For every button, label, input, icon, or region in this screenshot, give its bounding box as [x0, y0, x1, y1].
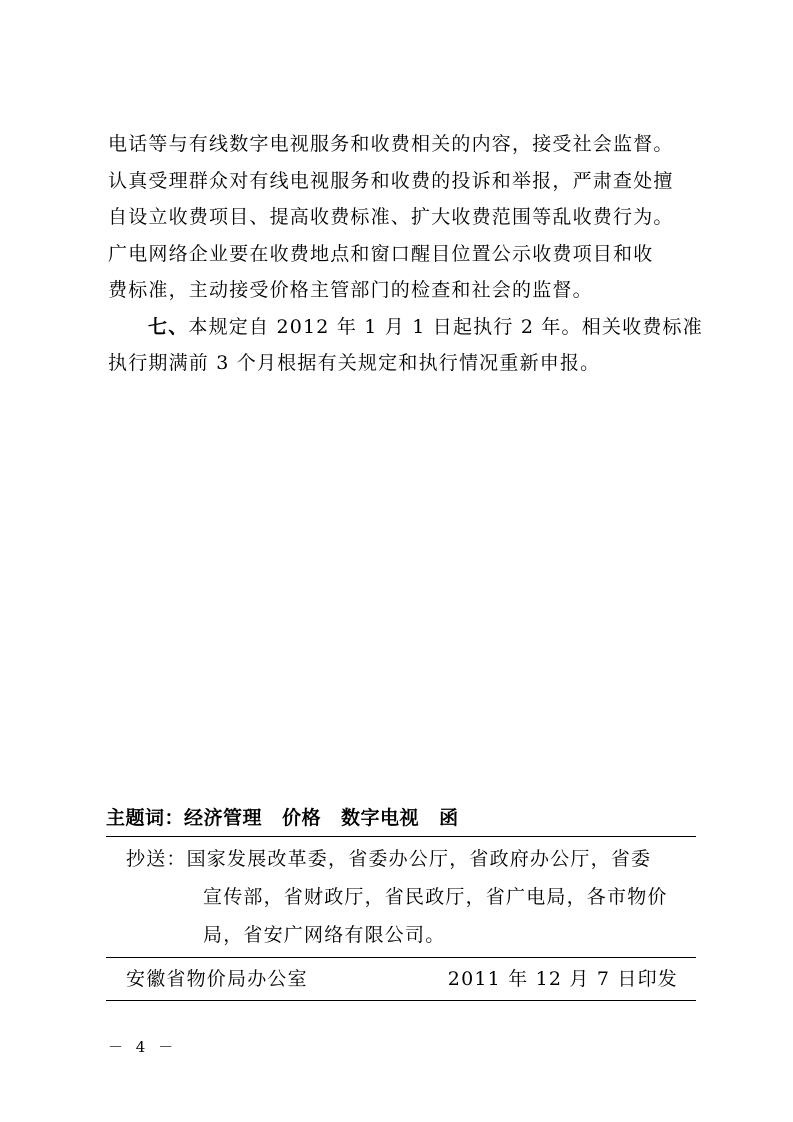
body-line: 费标准，主动接受价格主管部门的检查和社会的监督。: [108, 279, 593, 301]
cc-line: 国家发展改革委，省委办公厅，省政府办公厅，省委: [186, 848, 652, 870]
subject-keywords: [106, 800, 696, 836]
article-7-label: 七、: [148, 315, 189, 338]
body-text: [108, 126, 703, 382]
cc-label: 抄送：: [126, 848, 187, 870]
keyword: 经济管理: [184, 807, 263, 829]
body-line: 自设立收费项目、提高收费标准、扩大收费范围等乱收费行为。: [108, 206, 674, 228]
issue-date: 2011 年 12 月 7 日印发: [447, 968, 678, 990]
keyword: 价格: [282, 807, 322, 829]
cc-line: 宣传部，省财政厅，省民政厅，省广电局，各市物价: [203, 886, 668, 908]
cc-list: [106, 837, 696, 957]
issuing-office: 安徽省物价局办公室: [126, 968, 308, 990]
page-number: － 4 －: [108, 1038, 178, 1056]
body-line: 广电网络企业要在收费地点和窗口醒目位置公示收费项目和收: [108, 242, 654, 265]
article-7-text: 本规定自 2012 年 1 月 1 日起执行 2 年。相关收费标准: [188, 315, 703, 338]
keyword: 函: [439, 807, 459, 829]
cc-line: 局，省安广网络有限公司。: [203, 924, 446, 946]
body-line: 电话等与有线数字电视服务和收费相关的内容，接受社会监督。: [108, 133, 674, 155]
issuer-row: [106, 958, 696, 1000]
article-7-continuation: 执行期满前 3 个月根据有关规定和执行情况重新申报。: [108, 352, 601, 374]
keywords-label: 主题词：: [106, 807, 185, 829]
body-line: 认真受理群众对有线电视服务和收费的投诉和举报，严肃查处擅: [108, 169, 674, 192]
article-7: [108, 309, 703, 346]
divider: [106, 1000, 696, 1001]
keyword: 数字电视: [341, 807, 420, 829]
document-footer: [106, 800, 696, 1001]
